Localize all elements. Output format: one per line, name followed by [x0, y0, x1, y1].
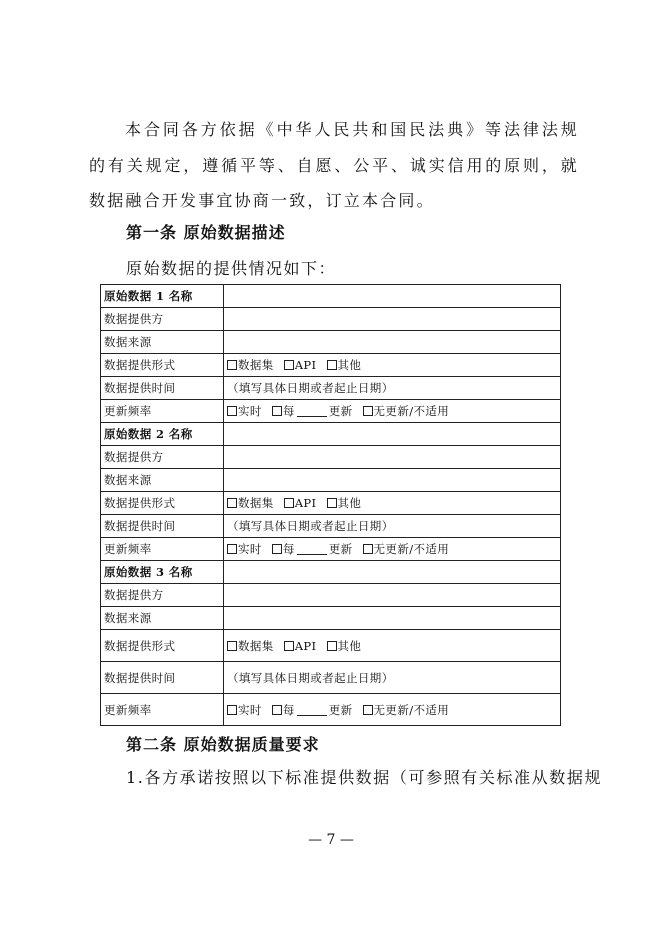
- form-label: 数据提供形式: [101, 630, 224, 662]
- realtime-checkbox[interactable]: [227, 544, 237, 554]
- no-update-checkbox[interactable]: [363, 406, 373, 416]
- source-label: 数据来源: [101, 469, 224, 492]
- table-row: [101, 694, 561, 726]
- table-row: [101, 377, 561, 400]
- raw-data-name-value[interactable]: [224, 423, 561, 446]
- form-options: [224, 492, 561, 515]
- time-value[interactable]: （填写具体日期或者起止日期）: [224, 515, 561, 538]
- article-2-heading: 第二条 原始数据质量要求: [126, 735, 320, 754]
- frequency-label: 更新频率: [101, 538, 224, 561]
- realtime-option-label: 实时: [238, 542, 262, 556]
- table-row: [101, 630, 561, 662]
- time-label: 数据提供时间: [101, 377, 224, 400]
- other-checkbox[interactable]: [327, 360, 337, 370]
- dataset-checkbox[interactable]: [227, 360, 237, 370]
- raw-data-name-label: 原始数据 3 名称: [101, 561, 224, 584]
- realtime-checkbox[interactable]: [227, 406, 237, 416]
- api-checkbox[interactable]: [284, 641, 294, 651]
- table-row: [101, 446, 561, 469]
- other-option-label: 其他: [337, 496, 362, 510]
- periodic-checkbox[interactable]: [272, 544, 282, 554]
- form-options: [224, 630, 561, 662]
- api-option-label: API: [294, 638, 317, 653]
- dataset-option-label: 数据集: [238, 638, 274, 653]
- frequency-label: 更新频率: [101, 694, 224, 726]
- raw-data-name-value[interactable]: [224, 285, 561, 308]
- table-row: [101, 354, 561, 377]
- table-row: [101, 423, 561, 446]
- realtime-option-label: 实时: [238, 404, 262, 418]
- api-option-label: API: [294, 358, 317, 372]
- periodic-checkbox[interactable]: [272, 705, 282, 715]
- other-option-label: 其他: [337, 638, 362, 653]
- other-checkbox[interactable]: [327, 498, 337, 508]
- time-value[interactable]: （填写具体日期或者起止日期）: [224, 377, 561, 400]
- raw-data-name-label: 原始数据 2 名称: [101, 423, 224, 446]
- frequency-options: [224, 400, 561, 423]
- raw-data-name-label: 原始数据 1 名称: [101, 285, 224, 308]
- periodic-option-suffix: 更新: [328, 542, 353, 556]
- no-update-checkbox[interactable]: [363, 544, 373, 554]
- no-update-checkbox[interactable]: [363, 705, 373, 715]
- api-option-label: API: [294, 496, 317, 510]
- no-update-option-label: 无更新/不适用: [373, 542, 450, 556]
- source-label: 数据来源: [101, 607, 224, 630]
- table-row: [101, 331, 561, 354]
- provider-label: 数据提供方: [101, 446, 224, 469]
- period-blank[interactable]: [297, 705, 327, 716]
- frequency-label: 更新频率: [101, 400, 224, 423]
- table-row: [101, 584, 561, 607]
- periodic-checkbox[interactable]: [272, 406, 282, 416]
- form-options: [224, 354, 561, 377]
- time-label: 数据提供时间: [101, 515, 224, 538]
- time-value[interactable]: （填写具体日期或者起止日期）: [224, 662, 561, 694]
- source-value[interactable]: [224, 607, 561, 630]
- period-blank[interactable]: [297, 406, 327, 417]
- table-row: [101, 469, 561, 492]
- realtime-checkbox[interactable]: [227, 705, 237, 715]
- table-row: [101, 561, 561, 584]
- source-label: 数据来源: [101, 331, 224, 354]
- table-row: [101, 492, 561, 515]
- article-2-item-1: 1.各方承诺按照以下标准提供数据（可参照有关标准从数据规: [126, 768, 603, 787]
- periodic-option-suffix: 更新: [328, 702, 353, 717]
- frequency-options: [224, 538, 561, 561]
- provider-value[interactable]: [224, 446, 561, 469]
- dataset-checkbox[interactable]: [227, 498, 237, 508]
- provider-label: 数据提供方: [101, 308, 224, 331]
- table-row: [101, 515, 561, 538]
- frequency-options: [224, 694, 561, 726]
- no-update-option-label: 无更新/不适用: [373, 702, 450, 717]
- preamble-paragraph: 本合同各方依据《中华人民共和国民法典》等法律法规的有关规定，遵循平等、自愿、公平、诚实信用的原则，就数据融合开发事宜协商一致，订立本合同。: [89, 120, 579, 210]
- raw-data-table: [100, 284, 561, 726]
- table-row: [101, 662, 561, 694]
- table-row: [101, 285, 561, 308]
- time-label: 数据提供时间: [101, 662, 224, 694]
- provider-value[interactable]: [224, 308, 561, 331]
- table-row: [101, 308, 561, 331]
- periodic-option-prefix: 每: [282, 542, 295, 556]
- table-row: [101, 400, 561, 423]
- dataset-option-label: 数据集: [238, 358, 274, 372]
- page-number: — 7 —: [308, 832, 354, 848]
- no-update-option-label: 无更新/不适用: [373, 404, 450, 418]
- table-row: [101, 538, 561, 561]
- article-1-intro: 原始数据的提供情况如下：: [126, 259, 337, 278]
- form-label: 数据提供形式: [101, 492, 224, 515]
- form-label: 数据提供形式: [101, 354, 224, 377]
- realtime-option-label: 实时: [238, 702, 262, 717]
- periodic-option-prefix: 每: [282, 702, 295, 717]
- table-row: [101, 607, 561, 630]
- periodic-option-suffix: 更新: [328, 404, 353, 418]
- dataset-checkbox[interactable]: [227, 641, 237, 651]
- article-1-heading: 第一条 原始数据描述: [126, 223, 286, 242]
- raw-data-name-value[interactable]: [224, 561, 561, 584]
- period-blank[interactable]: [297, 544, 327, 555]
- other-checkbox[interactable]: [327, 641, 337, 651]
- provider-value[interactable]: [224, 584, 561, 607]
- provider-label: 数据提供方: [101, 584, 224, 607]
- api-checkbox[interactable]: [284, 498, 294, 508]
- api-checkbox[interactable]: [284, 360, 294, 370]
- dataset-option-label: 数据集: [238, 496, 274, 510]
- periodic-option-prefix: 每: [282, 404, 295, 418]
- source-value[interactable]: [224, 469, 561, 492]
- other-option-label: 其他: [337, 358, 362, 372]
- source-value[interactable]: [224, 331, 561, 354]
